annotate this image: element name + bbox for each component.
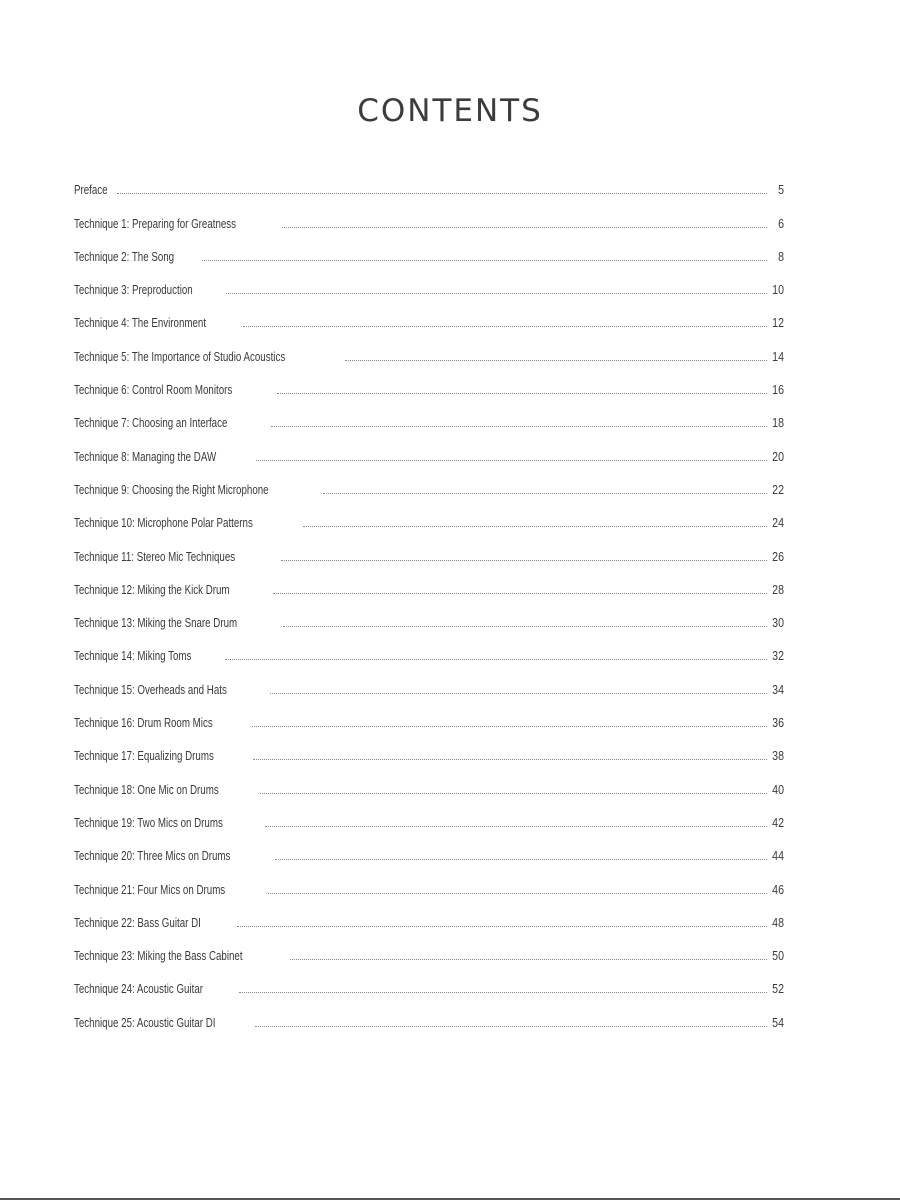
toc-entry-page-number: 30: [772, 616, 784, 631]
toc-entry: [74, 565, 784, 598]
toc-dot-leader: [275, 858, 767, 860]
toc-entry-label: Technique 17: Equalizing Drums: [74, 749, 214, 764]
toc-entry-label: Technique 3: Preproduction: [74, 283, 193, 298]
toc-dot-leader: [237, 925, 767, 927]
toc-dot-leader: [239, 991, 767, 993]
toc-entry: [74, 531, 784, 564]
toc-entry: [74, 631, 784, 664]
toc-entry: [74, 964, 784, 997]
toc-entry-label: Technique 22: Bass Guitar DI: [74, 915, 201, 930]
toc-entry-page-number: 24: [772, 516, 784, 531]
toc-entry: [74, 431, 784, 464]
toc-entry-page-number: 36: [772, 716, 784, 731]
toc-dot-leader: [273, 592, 767, 594]
toc-entry: [74, 997, 784, 1030]
toc-dot-leader: [281, 559, 767, 561]
toc-dot-leader: [277, 392, 767, 394]
toc-entry-label: Technique 24: Acoustic Guitar: [74, 982, 203, 997]
toc-entry: [74, 298, 784, 331]
toc-entry-page-number: 6: [778, 216, 784, 231]
toc-entry-page-number: 28: [772, 582, 784, 597]
toc-entry-page-number: 20: [772, 449, 784, 464]
toc-entry: [74, 365, 784, 398]
toc-entry-page-number: 12: [772, 316, 784, 331]
toc-entry-label: Technique 25: Acoustic Guitar DI: [74, 1015, 216, 1030]
toc-dot-leader: [282, 226, 767, 228]
toc-dot-leader: [252, 725, 767, 727]
toc-entry: [74, 398, 784, 431]
toc-dot-leader: [260, 792, 767, 794]
toc-entry: [74, 465, 784, 498]
toc-dot-leader: [323, 492, 767, 494]
toc-dot-leader: [345, 359, 767, 361]
toc-entry-page-number: 52: [772, 982, 784, 997]
toc-entry: [74, 698, 784, 731]
toc-entry-page-number: 22: [772, 482, 784, 497]
toc-dot-leader: [270, 692, 767, 694]
toc-dot-leader: [268, 892, 767, 894]
toc-entry-label: Technique 9: Choosing the Right Microphone: [74, 482, 269, 497]
toc-entry-page-number: 34: [772, 682, 784, 697]
toc-entry: [74, 831, 784, 864]
toc-entry-page-number: 32: [772, 649, 784, 664]
toc-entry: [74, 764, 784, 797]
toc-entry-page-number: 18: [772, 416, 784, 431]
toc-entry-page-number: 8: [778, 249, 784, 264]
toc-entry-page-number: 26: [772, 549, 784, 564]
toc-dot-leader: [226, 292, 767, 294]
toc-entry-label: Technique 6: Control Room Monitors: [74, 383, 233, 398]
toc-entry: [74, 664, 784, 697]
toc-entry-label: Technique 1: Preparing for Greatness: [74, 216, 237, 231]
toc-dot-leader: [256, 459, 767, 461]
toc-entry-page-number: 54: [772, 1015, 784, 1030]
toc-dot-leader: [265, 825, 767, 827]
toc-entry-page-number: 46: [772, 882, 784, 897]
toc-entry-page-number: 42: [772, 815, 784, 830]
toc-entry-label: Technique 21: Four Mics on Drums: [74, 882, 226, 897]
toc-entry-label: Technique 8: Managing the DAW: [74, 449, 217, 464]
toc-entry-label: Technique 4: The Environment: [74, 316, 207, 331]
table-of-contents: [74, 165, 784, 1031]
toc-entry: [74, 265, 784, 298]
toc-entry: [74, 731, 784, 764]
toc-dot-leader: [243, 325, 767, 327]
toc-entry-page-number: 50: [772, 949, 784, 964]
toc-entry-page-number: 5: [778, 183, 784, 198]
toc-dot-leader: [303, 525, 767, 527]
toc-entry: [74, 331, 784, 364]
toc-entry-label: Technique 18: One Mic on Drums: [74, 782, 219, 797]
toc-entry-label: Technique 19: Two Mics on Drums: [74, 815, 223, 830]
toc-entry-label: Technique 11: Stereo Mic Techniques: [74, 549, 236, 564]
page-title: CONTENTS: [357, 93, 543, 129]
toc-entry-page-number: 48: [772, 915, 784, 930]
toc-entry: [74, 864, 784, 897]
toc-entry: [74, 498, 784, 531]
toc-entry-label: Technique 15: Overheads and Hats: [74, 682, 227, 697]
toc-entry-label: Preface: [74, 183, 108, 198]
toc-entry: [74, 165, 784, 198]
toc-entry-page-number: 10: [772, 283, 784, 298]
toc-entry-label: Technique 10: Microphone Polar Patterns: [74, 516, 253, 531]
toc-entry-label: Technique 16: Drum Room Mics: [74, 716, 213, 731]
toc-entry: [74, 931, 784, 964]
toc-entry-label: Technique 13: Miking the Snare Drum: [74, 616, 238, 631]
toc-dot-leader: [117, 192, 767, 194]
toc-dot-leader: [225, 658, 767, 660]
toc-dot-leader: [255, 1025, 767, 1027]
toc-dot-leader: [253, 758, 767, 760]
toc-entry: [74, 598, 784, 631]
toc-dot-leader: [202, 259, 767, 261]
toc-entry-page-number: 38: [772, 749, 784, 764]
toc-entry: [74, 898, 784, 931]
toc-entry-label: Technique 7: Choosing an Interface: [74, 416, 228, 431]
toc-dot-leader: [283, 625, 767, 627]
toc-entry-page-number: 14: [772, 349, 784, 364]
toc-entry-label: Technique 2: The Song: [74, 249, 175, 264]
toc-entry-page-number: 16: [772, 383, 784, 398]
toc-entry-page-number: 40: [772, 782, 784, 797]
toc-entry-label: Technique 5: The Importance of Studio Acoustics: [74, 349, 286, 364]
toc-entry-label: Technique 20: Three Mics on Drums: [74, 849, 231, 864]
toc-dot-leader: [290, 958, 767, 960]
toc-entry: [74, 198, 784, 231]
toc-entry: [74, 232, 784, 265]
toc-entry-label: Technique 12: Miking the Kick Drum: [74, 582, 230, 597]
toc-entry-label: Technique 23: Miking the Bass Cabinet: [74, 949, 243, 964]
toc-entry: [74, 798, 784, 831]
toc-entry-label: Technique 14: Miking Toms: [74, 649, 192, 664]
toc-entry-page-number: 44: [772, 849, 784, 864]
toc-dot-leader: [271, 425, 767, 427]
